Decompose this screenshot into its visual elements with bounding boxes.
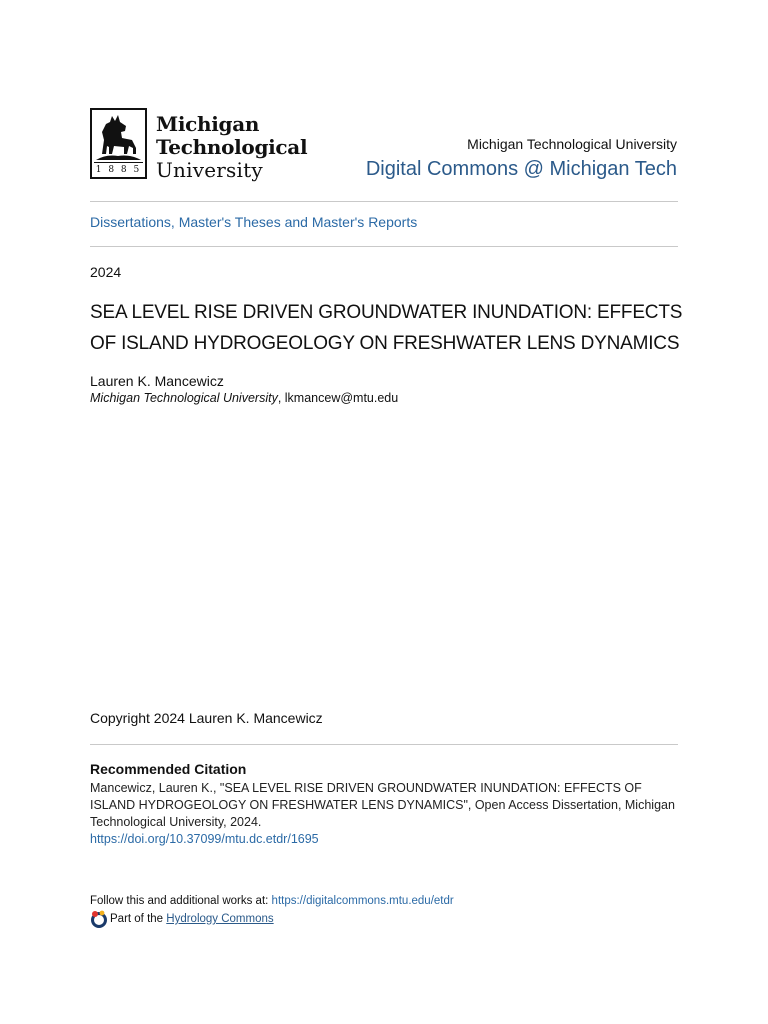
- citation-text: Mancewicz, Lauren K., "SEA LEVEL RISE DRIVEN GROUNDWATER INUNDATION: EFFECTS OF ISLAND HYDROGEOLOGY ON FRESHWATER LENS DYNAMICS", Open Access Dissertation, Michigan Technological University, 2024.: [90, 781, 675, 829]
- husky-emblem: [90, 108, 147, 179]
- partof-label: Part of the: [110, 913, 164, 925]
- logo-year: 1 8 8 5: [95, 165, 142, 175]
- affiliation-name: Michigan Technological University: [90, 391, 278, 405]
- follow-label: Follow this and additional works at:: [90, 895, 272, 907]
- divider-collection: [90, 246, 678, 247]
- document-title: SEA LEVEL RISE DRIVEN GROUNDWATER INUNDATION: EFFECTS OF ISLAND HYDROGEOLOGY ON FRESHWATER LENS DYNAMICS: [90, 302, 683, 354]
- repository-link[interactable]: Digital Commons @ Michigan Tech: [365, 158, 677, 180]
- logo-line-2: Technological: [156, 135, 308, 159]
- publication-year: 2024: [90, 264, 122, 280]
- author-name: Lauren K. Mancewicz: [90, 373, 224, 389]
- logo-line-3: University: [156, 158, 263, 182]
- discipline-link[interactable]: Hydrology Commons: [166, 913, 274, 925]
- university-logo: [90, 108, 308, 182]
- part-of-line: [90, 910, 274, 928]
- doi-link[interactable]: https://doi.org/10.37099/mtu.dc.etdr/1695: [90, 832, 319, 846]
- logo-wordmark: [156, 113, 307, 182]
- network-logo-icon: [90, 910, 108, 928]
- citation-heading: Recommended Citation: [90, 761, 247, 777]
- institution-name: Michigan Technological University: [467, 136, 677, 152]
- logo-line-1: Michigan: [156, 112, 260, 136]
- divider-top: [90, 201, 678, 202]
- divider-citation: [90, 744, 678, 745]
- follow-link[interactable]: https://digitalcommons.mtu.edu/etdr: [271, 895, 454, 907]
- author-email: , lkmancew@mtu.edu: [277, 391, 399, 405]
- copyright-notice: Copyright 2024 Lauren K. Mancewicz: [90, 710, 323, 726]
- emblem-divider: [94, 162, 143, 163]
- husky-icon: [92, 110, 145, 162]
- collection-link[interactable]: Dissertations, Master's Theses and Master's Reports: [90, 214, 418, 230]
- follow-line: [90, 895, 454, 907]
- author-affiliation: [90, 391, 398, 405]
